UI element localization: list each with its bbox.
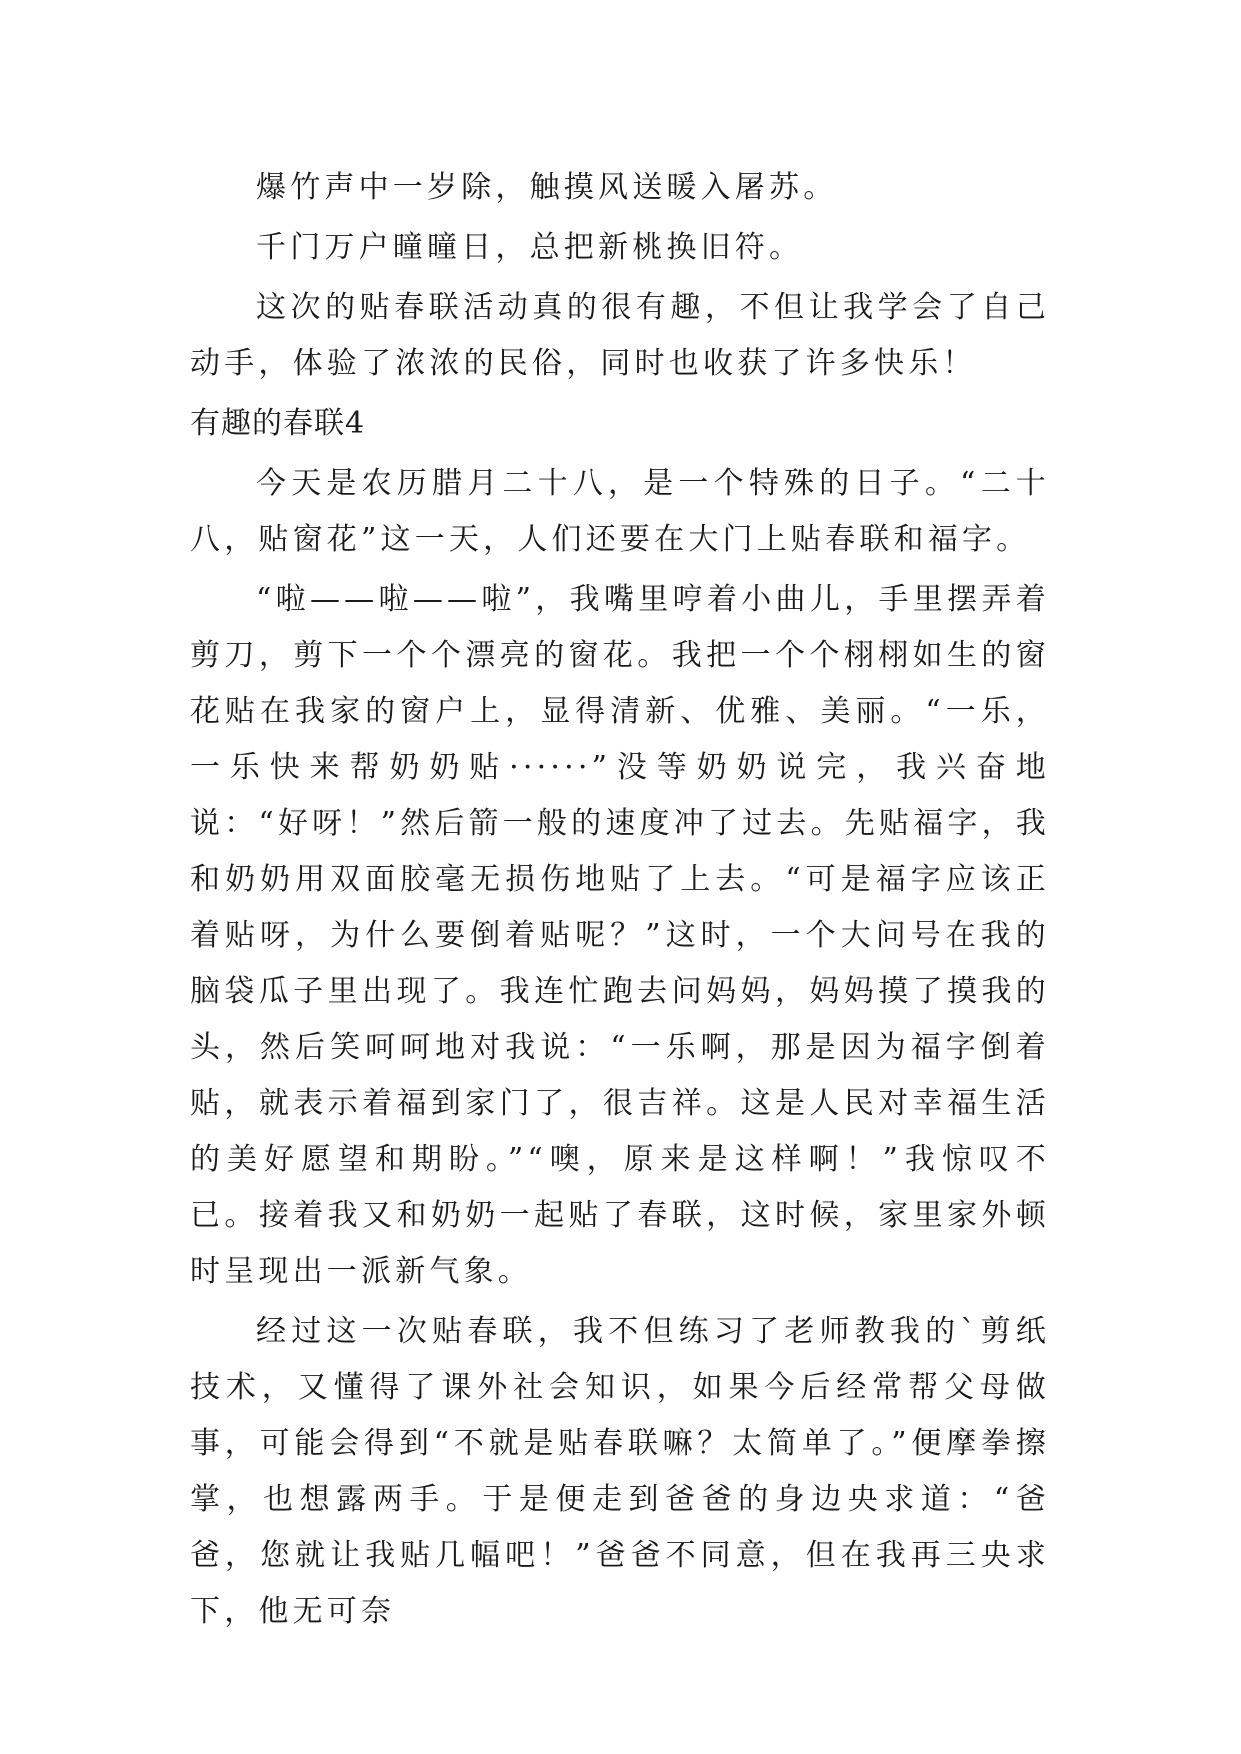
paragraph-conclusion: 经过这一次贴春联，我不但练习了老师教我的`剪纸技术，又懂得了课外社会知识，如果今后经常帮父母做事，可能会得到“不就是贴春联嘛？太简单了。”便摩拳擦掌，也想露两手。于是便走到爸爸的身边央求道：“爸爸，您就让我贴几幅吧！”爸爸不同意，但在我再三央求下，他无可奈 xyxy=(190,1314,1050,1629)
paragraph-story: “啦——啦——啦”，我嘴里哼着小曲儿，手里摆弄着剪刀，剪下一个个漂亮的窗花。我把一个个栩栩如生的窗花贴在我家的窗户上，显得清新、优雅、美丽。“一乐，一乐快来帮奶奶贴······”没等奶奶说完，我兴奋地说：“好呀！”然后箭一般的速度冲了过去。先贴福字，我和奶奶用双面胶毫无损伤地贴了上去。“可是福字应该正着贴呀，为什么要倒着贴呢？”这时，一个大问号在我的脑袋瓜子里出现了。我连忙跑去问妈妈，妈妈摸了摸我的头，然后笑呵呵地对我说：“一乐啊，那是因为福字倒着贴，就表示着福到家门了，很吉祥。这是人民对幸福生活的美好愿望和期盼。”“噢，原来是这样啊！”我惊叹不已。接着我又和奶奶一起贴了春联，这时候，家里家外顿时呈现出一派新气象。 xyxy=(190,582,1050,1289)
poem-line-1: 爆竹声中一岁除，触摸风送暖入屠苏。 xyxy=(256,170,838,205)
paragraph-summary: 这次的贴春联活动真的很有趣，不但让我学会了自己动手，体验了浓浓的民俗，同时也收获了许多快乐！ xyxy=(190,290,1050,381)
poem-line-2: 千门万户曈曈日，总把新桃换旧符。 xyxy=(256,230,804,265)
paragraph-intro: 今天是农历腊月二十八，是一个特殊的日子。“二十八，贴窗花”这一天，人们还要在大门上贴春联和福字。 xyxy=(190,466,1050,557)
document-body xyxy=(190,160,1050,1644)
section-heading: 有趣的春联4 xyxy=(190,406,366,441)
